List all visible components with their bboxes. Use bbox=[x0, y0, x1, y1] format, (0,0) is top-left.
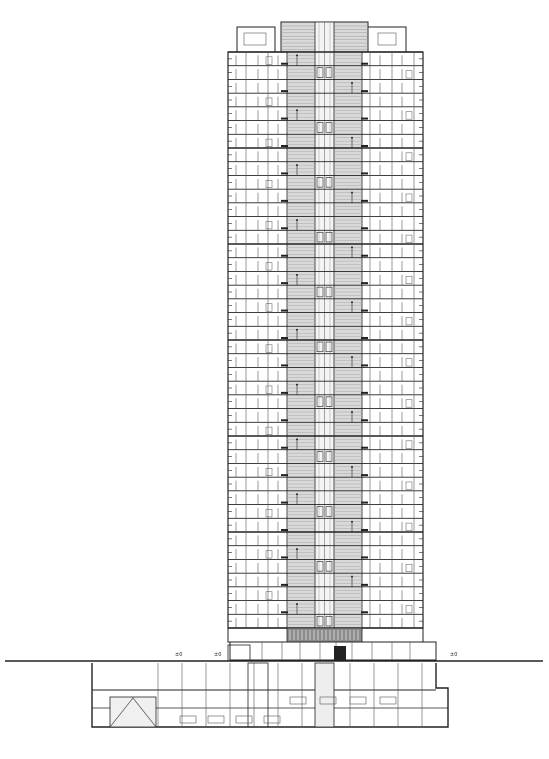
corridor-landing bbox=[281, 310, 288, 312]
figure-head bbox=[296, 274, 298, 276]
corridor-landing bbox=[281, 474, 288, 476]
furniture-sketch bbox=[266, 386, 272, 394]
entrance-canopy bbox=[228, 645, 250, 661]
figure-head bbox=[351, 521, 353, 523]
corridor-landing bbox=[281, 63, 288, 65]
furniture-sketch bbox=[266, 263, 272, 271]
entrance-door bbox=[334, 646, 346, 661]
figure-head bbox=[296, 438, 298, 440]
basement bbox=[92, 663, 448, 727]
corridor-landing bbox=[281, 282, 288, 284]
furniture-sketch bbox=[266, 139, 272, 147]
corridor-landing bbox=[361, 255, 368, 257]
corridor-landing bbox=[361, 227, 368, 229]
corridor-landing bbox=[281, 90, 288, 92]
corridor-landing bbox=[281, 364, 288, 366]
ground-level-mark: ±0 bbox=[450, 652, 458, 658]
furniture-sketch bbox=[266, 551, 272, 559]
figure-head bbox=[351, 576, 353, 578]
corridor-landing bbox=[281, 255, 288, 257]
figure-head bbox=[296, 54, 298, 56]
figure-head bbox=[296, 329, 298, 331]
corridor-landing bbox=[281, 392, 288, 394]
corridor-landing bbox=[361, 392, 368, 394]
furniture-sketch bbox=[266, 592, 272, 600]
furniture-sketch bbox=[406, 317, 412, 325]
furniture-sketch bbox=[406, 276, 412, 284]
podium bbox=[228, 628, 436, 661]
furniture-sketch bbox=[266, 345, 272, 353]
corridor-landing bbox=[281, 145, 288, 147]
corridor-landing bbox=[361, 584, 368, 586]
corridor-landing bbox=[361, 63, 368, 65]
figure-head bbox=[351, 356, 353, 358]
corridor-landing bbox=[281, 337, 288, 339]
furniture-sketch bbox=[406, 605, 412, 613]
figure-head bbox=[351, 466, 353, 468]
ramp-block bbox=[110, 697, 156, 727]
corridor-landing bbox=[281, 502, 288, 504]
corridor-landing bbox=[361, 502, 368, 504]
furniture-sketch bbox=[406, 71, 412, 79]
corridor-landing bbox=[361, 282, 368, 284]
furniture-sketch bbox=[406, 523, 412, 531]
figure-head bbox=[296, 603, 298, 605]
corridor-landing bbox=[281, 227, 288, 229]
parked-car bbox=[264, 716, 280, 723]
furniture-sketch bbox=[266, 304, 272, 312]
furniture-sketch bbox=[266, 180, 272, 188]
corridor-landing bbox=[361, 447, 368, 449]
figure-head bbox=[296, 109, 298, 111]
ground-level-mark: ±0 bbox=[214, 652, 222, 658]
entrance-level bbox=[230, 642, 436, 660]
parked-car bbox=[180, 716, 196, 723]
figure-head bbox=[351, 246, 353, 248]
furniture-sketch bbox=[406, 564, 412, 572]
figure-head bbox=[296, 164, 298, 166]
corridor-landing bbox=[281, 556, 288, 558]
furniture-sketch bbox=[406, 400, 412, 408]
roof-room-right bbox=[378, 33, 396, 45]
figure-head bbox=[351, 301, 353, 303]
furniture-sketch bbox=[406, 112, 412, 120]
furniture-sketch bbox=[406, 153, 412, 161]
corridor-landing bbox=[281, 118, 288, 120]
furniture-sketch bbox=[266, 468, 272, 476]
corridor-landing bbox=[361, 200, 368, 202]
corridor-landing bbox=[361, 529, 368, 531]
furniture-sketch bbox=[406, 235, 412, 243]
figure-head bbox=[351, 192, 353, 194]
corridor-landing bbox=[361, 474, 368, 476]
furniture-sketch bbox=[266, 427, 272, 435]
furniture-sketch bbox=[406, 359, 412, 367]
corridor-landing bbox=[281, 584, 288, 586]
parked-car bbox=[290, 697, 306, 704]
roof-room-left bbox=[244, 33, 266, 45]
ground-level-marks bbox=[175, 652, 457, 658]
furniture-sketch bbox=[266, 221, 272, 229]
figure-head bbox=[351, 411, 353, 413]
corridor-landing bbox=[281, 529, 288, 531]
corridor-landing bbox=[281, 172, 288, 174]
parked-car bbox=[350, 697, 366, 704]
furniture-sketch bbox=[406, 482, 412, 490]
basement-core bbox=[248, 663, 268, 727]
corridor-landing bbox=[361, 364, 368, 366]
corridor-landing bbox=[361, 172, 368, 174]
corridor-landing bbox=[281, 611, 288, 613]
corridor-landing bbox=[281, 447, 288, 449]
corridor-landing bbox=[361, 556, 368, 558]
basement-lift-pit bbox=[315, 663, 334, 727]
furniture-sketch bbox=[266, 57, 272, 65]
furniture-sketch bbox=[406, 441, 412, 449]
corridor-landing bbox=[281, 200, 288, 202]
furniture-sketch bbox=[406, 194, 412, 202]
furniture-sketch bbox=[266, 509, 272, 517]
corridor-landing bbox=[361, 337, 368, 339]
corridor-landing bbox=[361, 611, 368, 613]
figure-head bbox=[351, 137, 353, 139]
corridor-landing bbox=[361, 419, 368, 421]
parked-car bbox=[380, 697, 396, 704]
furniture-sketch bbox=[266, 98, 272, 106]
figure-head bbox=[296, 548, 298, 550]
figure-head bbox=[296, 219, 298, 221]
corridor-landing bbox=[361, 145, 368, 147]
roof-box-right bbox=[366, 27, 406, 52]
corridor-landing bbox=[361, 310, 368, 312]
figure-head bbox=[351, 82, 353, 84]
corridor-landing bbox=[281, 419, 288, 421]
figure-head bbox=[296, 384, 298, 386]
corridor-landing bbox=[361, 118, 368, 120]
parked-car bbox=[208, 716, 224, 723]
ground-level-mark: ±0 bbox=[175, 652, 183, 658]
corridor-landing bbox=[361, 90, 368, 92]
roof-box-left bbox=[237, 27, 275, 52]
figure-head bbox=[296, 493, 298, 495]
parked-car bbox=[236, 716, 252, 723]
